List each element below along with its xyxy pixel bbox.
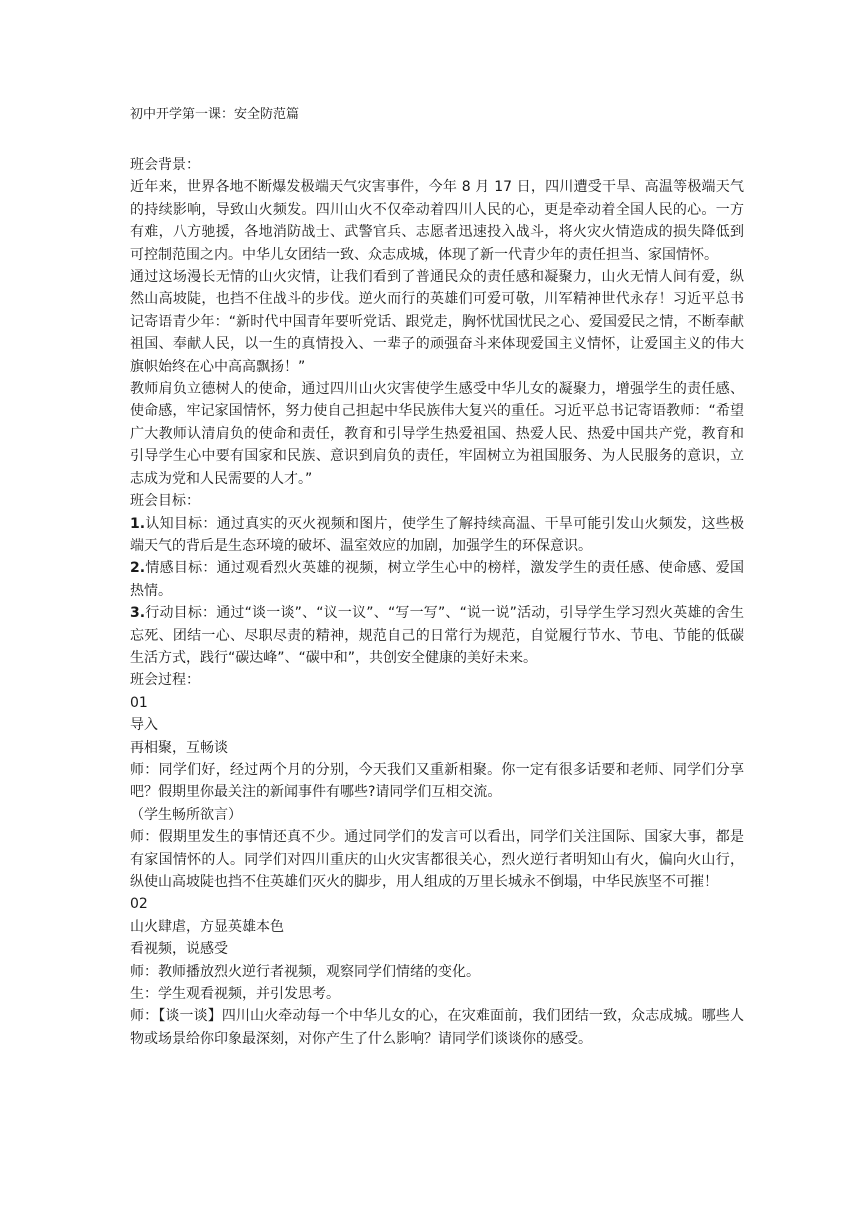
section-1-paragraph-3: 师：假期里发生的事情还真不少。通过同学们的发言可以看出，同学们关注国际、国家大事，都是有家国情怀的人。同学们对四川重庆的山火灾害都很关心，烈火逆行者明知山有火，偏向火山行，纵使山高坡陡也挡不住英雄们灭火的脚步，用人组成的万里长城永不倒塌，中华民族坚不可摧！ (130, 829, 744, 890)
goal-3 (130, 602, 744, 669)
section-2-number: 02 (130, 896, 148, 913)
goal-1-text: 认知目标：通过真实的灭火视频和图片，使学生了解持续高温、干旱可能引发山火频发，这些极端天气的背后是生态环境的破坏、温室效应的加剧，加强学生的环保意识。 (130, 515, 744, 554)
goal-2-text: 情感目标：通过观看烈火英雄的视频，树立学生心中的榜样，激发学生的责任感、使命感、爱国热情。 (130, 560, 744, 599)
background-heading: 班会背景： (130, 157, 200, 173)
goal-3-text: 行动目标：通过“谈一谈”、“议一议”、“写一写”、“说一说”活动，引导学生学习烈火英雄的舍生忘死、团结一心、尽职尽责的精神，规范自己的日常行为规范，自觉履行节水、节电、节能的低碳生活方式，践行“碳达峰”、“碳中和”，共创安全健康的美好未来。 (130, 605, 744, 666)
document-page (130, 102, 744, 1050)
section-1-paragraph-2: （学生畅所欲言） (130, 806, 242, 823)
process-heading: 班会过程： (130, 672, 200, 689)
section-2-paragraph-3: 师：【谈一谈】四川山火牵动每一个中华儿女的心，在灾难面前，我们团结一致，众志成城。哪些人物或场景给你印象最深刻，对你产生了什么影响？请同学们谈谈你的感受。 (130, 1008, 744, 1047)
section-1-paragraph-1: 师：同学们好，经过两个月的分别，今天我们又重新相聚。你一定有很多话要和老师、同学们分享吧？假期里你最关注的新闻事件有哪些?请同学们互相交流。 (130, 761, 744, 801)
blank-line (130, 128, 744, 154)
background-paragraph-2: 通过这场漫长无情的山火灾情，让我们看到了普通民众的责任感和凝聚力，山火无情人间有爱，纵然山高坡陡，也挡不住战斗的步伐。逆火而行的英雄们可爱可敬，川军精神世代永存！习近平总书记寄语青少年：“新时代中国青年要听党话、跟党走，胸怀忧国忧民之心、爱国爱民之情，不断奉献祖国、奉献人民，以一生的真情投入、一辈子的顽强奋斗来体现爱国主义情怀，让爱国主义的伟大旗帜始终在心中高高飘扬！” (130, 269, 744, 375)
goals-heading: 班会目标： (130, 493, 200, 510)
section-2-paragraph-2: 生：学生观看视频，并引发思考。 (130, 986, 340, 1003)
goal-1 (130, 513, 744, 558)
document-title: 初中开学第一课：安全防范篇 (130, 107, 300, 122)
goal-2-number: 2. (130, 560, 146, 577)
section-2-paragraph-1: 师：教师播放烈火逆行者视频，观察同学们情绪的变化。 (130, 963, 480, 980)
goal-1-number: 1. (130, 515, 146, 532)
background-paragraph-3: 教师肩负立德树人的使命，通过四川山火灾害使学生感受中华儿女的凝聚力，增强学生的责任感、使命感，牢记家国情怀，努力使自己担起中华民族伟大复兴的重任。习近平总书记寄语教师：“希望广大教师认清肩负的使命和责任，教育和引导学生热爱祖国、热爱人民、热爱中国共产党，教育和引导学生心中要有国家和民族、意识到肩负的责任，牢固树立为祖国服务、为人民服务的意识，立志成为党和人民需要的人才。” (130, 381, 744, 487)
section-2-subtitle: 看视频，说感受 (130, 941, 228, 958)
goal-2 (130, 557, 744, 602)
section-1-title: 导入 (130, 717, 158, 734)
section-1-subtitle: 再相聚，互畅谈 (130, 739, 228, 756)
goal-3-number: 3. (130, 605, 146, 622)
background-paragraph-1: 近年来，世界各地不断爆发极端天气灾害事件，今年 8 月 17 日，四川遭受干旱、高温等极端天气的持续影响，导致山火频发。四川山火不仅牵动着四川人民的心，更是牵动着全国人民的心。一方有难，八方驰援，各地消防战士、武警官兵、志愿者迅速投入战斗，将火灾火情造成的损失降低到可控制范围之内。中华儿女团结一致、众志成城，体现了新一代青少年的责任担当、家国情怀。 (130, 179, 744, 263)
section-2-title: 山火肆虐，方显英雄本色 (130, 918, 284, 935)
section-1-number: 01 (130, 694, 148, 711)
